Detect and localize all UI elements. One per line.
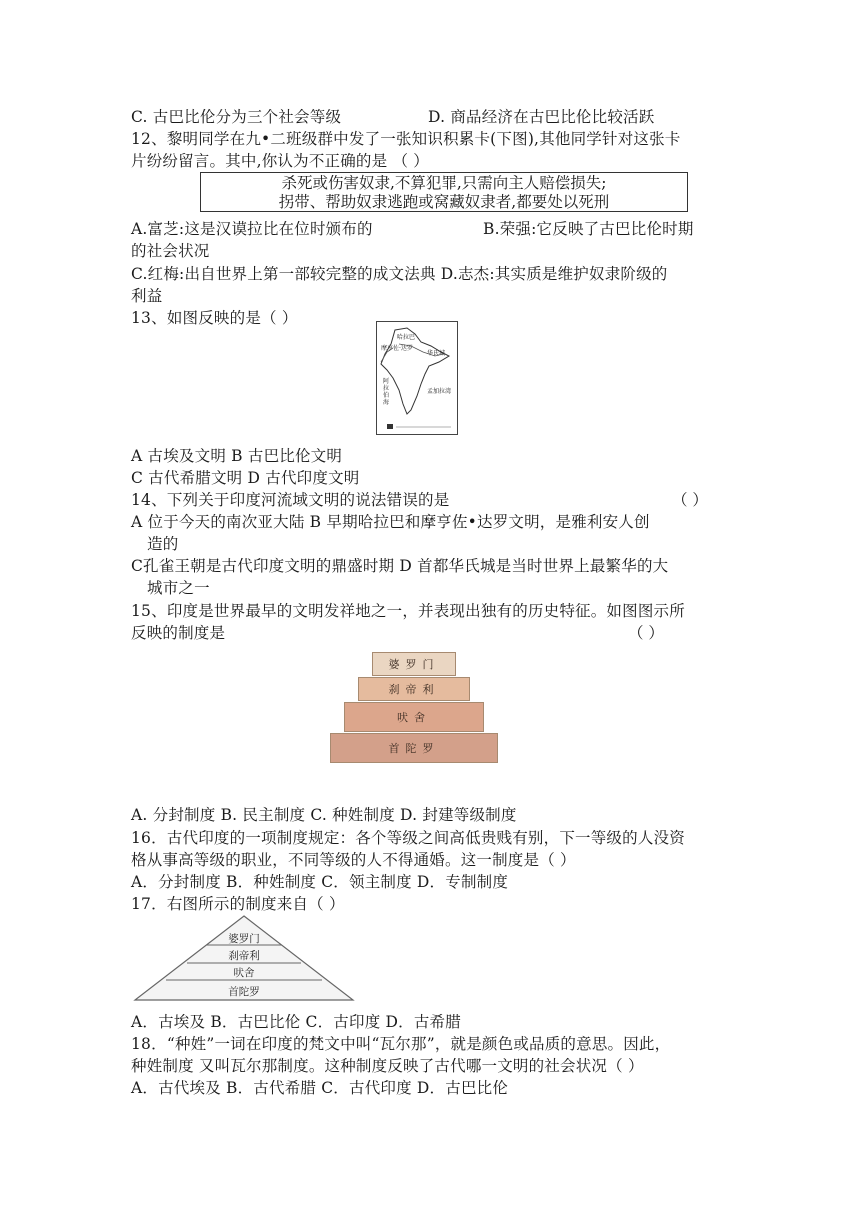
q12-option-cd-cont: 利益 (131, 287, 163, 305)
q12-knowledge-card (200, 172, 688, 212)
q12-stem-line1: 12、黎明同学在九•二班级群中发了一张知识积累卡(下图),其他同学针对这张卡 (131, 130, 681, 148)
q15-stem-line2: 反映的制度是 (131, 624, 226, 642)
caste-pyramid-line (131, 914, 358, 1004)
q16-options: A．分封制度 B．种姓制度 C．领主制度 D．专制制度 (131, 873, 509, 891)
q13-stem: 13、如图反映的是（ ） (131, 309, 298, 327)
q14-options-ab: A 位于今天的南次亚大陆 B 早期哈拉巴和摩亨佐•达罗文明，是雅利安人创 (131, 513, 650, 531)
map-label-arabian-sea: 阿拉伯海 (383, 378, 390, 406)
pyramid-level-vaishya: 吠舍 (344, 702, 484, 732)
q15-stem-line1: 15、印度是世界最早的文明发祥地之一，并表现出独有的历史特征。如图图示所 (131, 602, 685, 620)
pyramid-level-shudra: 首陀罗 (330, 733, 498, 763)
q16-stem-line2: 格从事高等级的职业，不同等级的人不得通婚。这一制度是（ ） (131, 851, 576, 869)
q12-card-line1: 杀死或伤害奴隶,不算犯罪,只需向主人赔偿损失; (281, 174, 607, 192)
pyramid-level-kshatriya: 刹帝利 (358, 677, 470, 701)
q14-stem: 14、下列关于印度河流域文明的说法错误的是 (131, 491, 450, 509)
q18-options: A．古代埃及 B．古代希腊 C．古代印度 D．古巴比伦 (131, 1079, 509, 1097)
map-label-pataliputra: 华氏城 (427, 350, 446, 357)
q14-options-cd: C孔雀王朝是古代印度文明的鼎盛时期 D 首都华氏城是当时世界上最繁华的大 (131, 557, 669, 575)
triangle-level-vaishya: 吠舍 (233, 967, 255, 979)
q17-options: A．古埃及 B．古巴比伦 C．古印度 D．古希腊 (131, 1013, 461, 1031)
pyramid-level-brahmin: 婆罗门 (372, 652, 456, 676)
map-label-bay-of-bengal: 孟加拉湾 (427, 388, 452, 395)
q14-options-ab-cont: 造的 (147, 535, 179, 553)
caste-triangle-svg (131, 914, 358, 1004)
q12-option-a: A.富芝:这是汉谟拉比在位时颁布的 (131, 220, 373, 238)
q12-option-ab-cont: 的社会状况 (131, 242, 210, 260)
q12-stem-line2: 片纷纷留言。其中,你认为不正确的是 （ ） (131, 152, 429, 170)
q12-option-b: B.荣强:它反映了古巴比伦时期 (483, 220, 694, 238)
q12-option-cd: C.红梅:出自世界上第一部较完整的成文法典 D.志杰:其实质是维护奴隶阶级的 (131, 265, 668, 283)
triangle-level-brahmin: 婆罗门 (228, 933, 260, 945)
q17-stem: 17．右图所示的制度来自（ ） (131, 895, 345, 913)
caste-pyramid-color (330, 648, 505, 768)
map-label-harappa: 哈拉巴 (397, 334, 416, 341)
q16-stem-line1: 16．古代印度的一项制度规定：各个等级之间高低贵贱有别，下一等级的人没资 (131, 829, 685, 847)
q18-stem-line2: 种姓制度 又叫瓦尔那制度。这种制度反映了古代哪一文明的社会状况（ ） (131, 1057, 644, 1075)
q13-options-cd: C 古代希腊文明 D 古代印度文明 (131, 469, 360, 487)
q14-options-cd-cont: 城市之一 (147, 579, 210, 597)
q15-options: A. 分封制度 B. 民主制度 C. 种姓制度 D. 封建等级制度 (131, 806, 517, 824)
q12-card-line2: 拐带、帮助奴隶逃跑或窝藏奴隶者,都要处以死刑 (278, 193, 610, 211)
triangle-level-shudra: 首陀罗 (228, 986, 260, 998)
q14-answer-paren: （ ） (672, 491, 708, 509)
q15-answer-paren: （ ） (628, 624, 664, 642)
q18-stem-line1: 18．“种姓”一词在印度的梵文中叫“瓦尔那”，就是颜色或品质的意思。因此， (131, 1035, 671, 1053)
triangle-level-kshatriya: 刹帝利 (228, 950, 260, 962)
q11-option-d: D. 商品经济在古巴比伦比较活跃 (428, 108, 655, 126)
map-label-mohenjo-daro: 摩亨佐·达罗 (381, 345, 413, 352)
q13-options-ab: A 古埃及文明 B 古巴比伦文明 (131, 447, 343, 465)
q11-option-c: C. 古巴比伦分为三个社会等级 (131, 108, 342, 126)
india-map-figure (376, 321, 458, 435)
legend-icon (387, 424, 393, 429)
